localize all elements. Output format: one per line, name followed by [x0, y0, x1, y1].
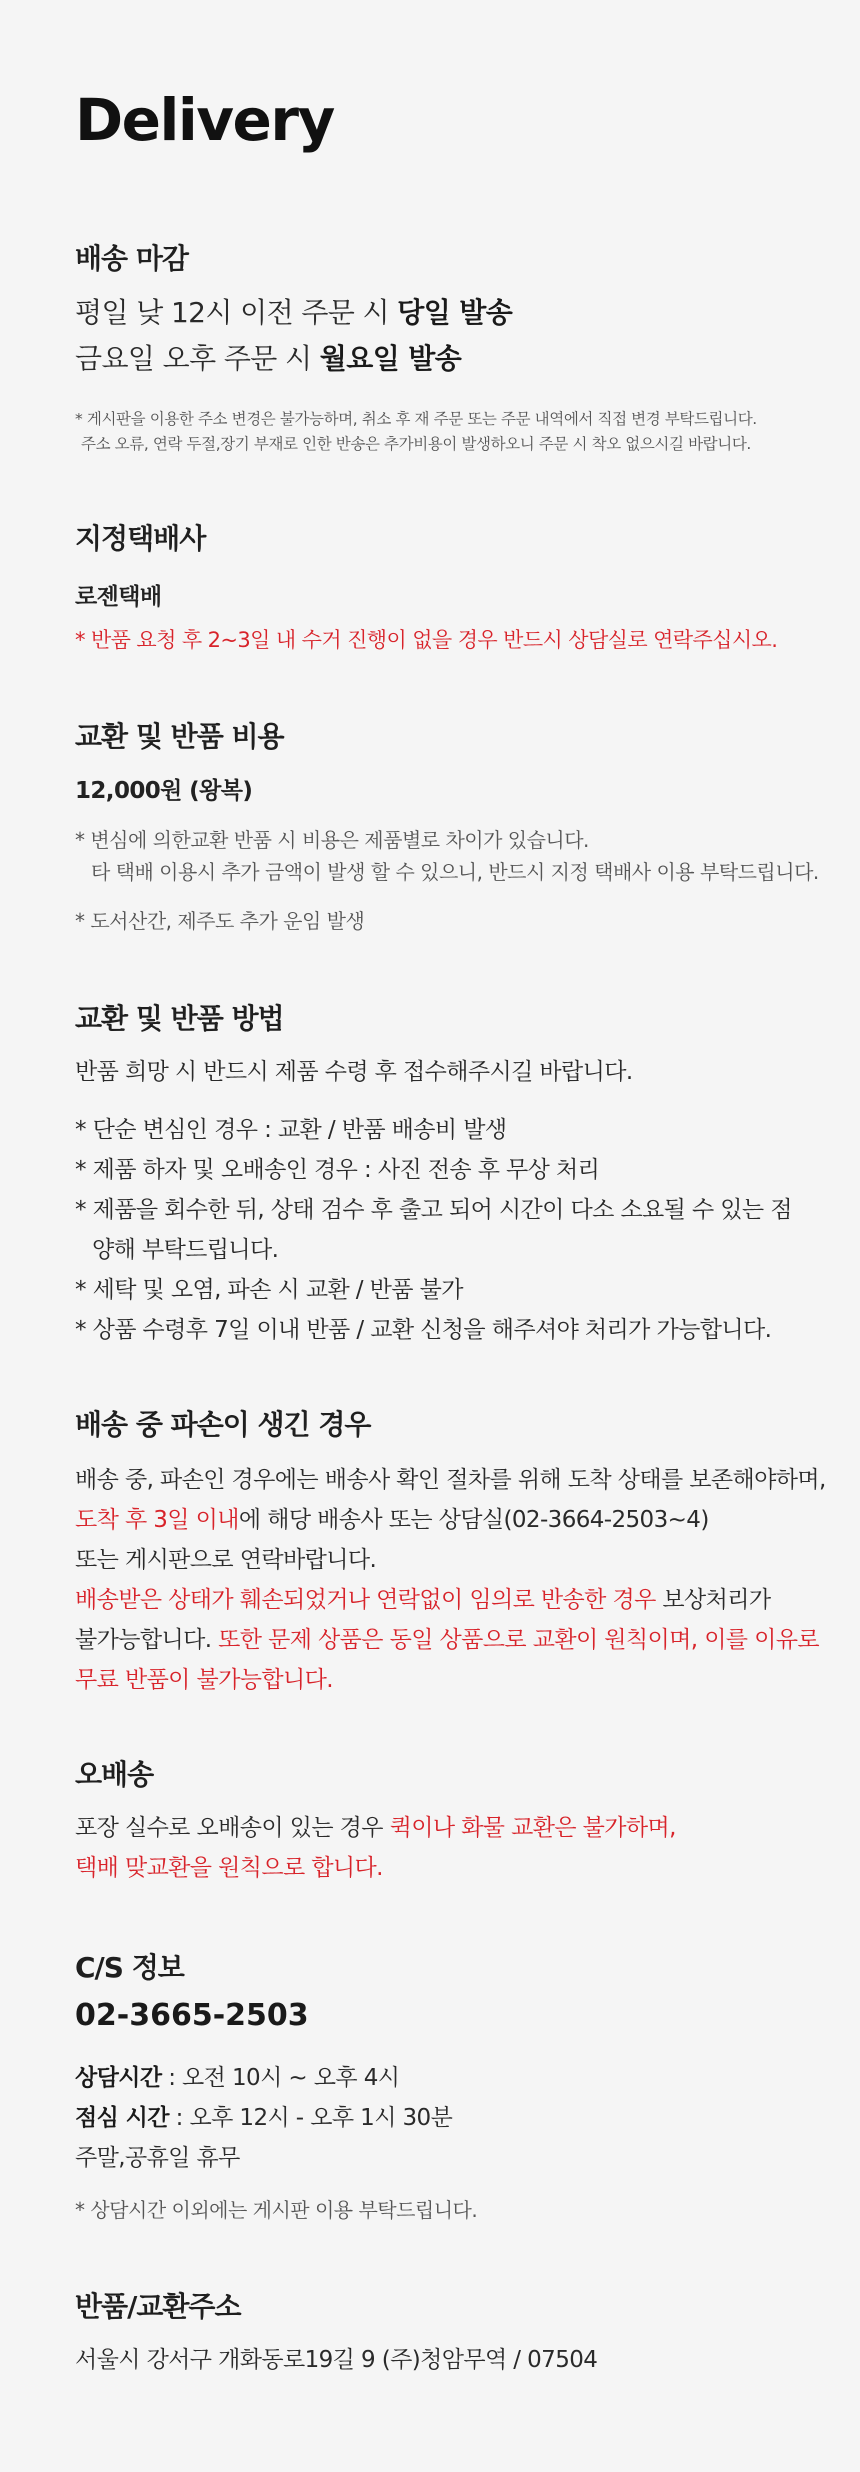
method-item: * 상품 수령후 7일 이내 반품 / 교환 신청을 해주셔야 처리가 가능합니다.: [75, 1317, 772, 1343]
cs-note: * 상담시간 이외에는 게시판 이용 부탁드립니다.: [75, 2198, 478, 2222]
cs-lunch: 점심 시간 : 오후 12시 - 오후 1시 30분: [75, 2105, 453, 2131]
cutoff-friday-line: 금요일 오후 주문 시 월요일 발송: [75, 342, 462, 375]
method-item-continuation: 양해 부탁드립니다.: [92, 1237, 279, 1263]
misdelivery-heading: 오배송: [75, 1758, 154, 1791]
misdelivery-line: 택배 맞교환을 원칙으로 합니다.: [75, 1855, 383, 1881]
cutoff-heading: 배송 마감: [75, 242, 188, 275]
damage-line: 무료 반품이 불가능합니다.: [75, 1667, 333, 1693]
cost-heading: 교환 및 반품 비용: [75, 720, 284, 753]
cost-note-change-of-mind: * 변심에 의한교환 반품 시 비용은 제품별로 차이가 있습니다.: [75, 828, 589, 852]
method-heading: 교환 및 반품 방법: [75, 1002, 284, 1035]
damage-line: 배송받은 상태가 훼손되었거나 연락없이 임의로 반송한 경우 보상처리가: [75, 1587, 771, 1613]
cutoff-note-address-change: * 게시판을 이용한 주소 변경은 불가능하며, 취소 후 재 주문 또는 주문 내역에서 직접 변경 부탁드립니다.: [75, 410, 757, 428]
return-address-heading: 반품/교환주소: [75, 2290, 241, 2323]
method-item: * 제품 하자 및 오배송인 경우 : 사진 전송 후 무상 처리: [75, 1157, 600, 1183]
damage-line: 또는 게시판으로 연락바랍니다.: [75, 1547, 377, 1573]
cs-holiday: 주말,공휴일 휴무: [75, 2145, 240, 2171]
method-item: * 단순 변심인 경우 : 교환 / 반품 배송비 발생: [75, 1117, 507, 1143]
damage-heading: 배송 중 파손이 생긴 경우: [75, 1408, 371, 1441]
cost-note-remote-area: * 도서산간, 제주도 추가 운임 발생: [75, 909, 365, 933]
cs-hours: 상담시간 : 오전 10시 ~ 오후 4시: [75, 2065, 400, 2091]
page-title: Delivery: [75, 86, 334, 154]
cs-heading: C/S 정보: [75, 1951, 184, 1984]
cutoff-note-return-cost: 주소 오류, 연락 두절,장기 부재로 인한 반송은 추가비용이 발생하오니 주문 시 착오 없으시길 바랍니다.: [81, 435, 751, 453]
method-intro: 반품 희망 시 반드시 제품 수령 후 접수해주시길 바랍니다.: [75, 1059, 633, 1085]
method-item: * 세탁 및 오염, 파손 시 교환 / 반품 불가: [75, 1277, 463, 1303]
cs-phone: 02-3665-2503: [75, 1998, 309, 2033]
method-item: * 제품을 회수한 뒤, 상태 검수 후 출고 되어 시간이 다소 소요될 수 있는 점: [75, 1197, 792, 1223]
courier-name: 로젠택배: [75, 584, 162, 610]
damage-line: 불가능합니다. 또한 문제 상품은 동일 상품으로 교환이 원칙이며, 이를 이유로: [75, 1627, 819, 1653]
cost-note-other-courier: 타 택배 이용시 추가 금액이 발생 할 수 있으니, 반드시 지정 택배사 이용 부탁드립니다.: [91, 860, 819, 884]
misdelivery-line: 포장 실수로 오배송이 있는 경우 퀵이나 화물 교환은 불가하며,: [75, 1815, 676, 1841]
cutoff-weekday-line: 평일 낮 12시 이전 주문 시 당일 발송: [75, 296, 513, 329]
damage-line: 배송 중, 파손인 경우에는 배송사 확인 절차를 위해 도착 상태를 보존해야하며,: [75, 1467, 826, 1493]
damage-line: 도착 후 3일 이내에 해당 배송사 또는 상담실(02-3664-2503~4): [75, 1507, 709, 1533]
cost-amount: 12,000원 (왕복): [75, 778, 253, 804]
return-address: 서울시 강서구 개화동로19길 9 (주)청암무역 / 07504: [75, 2347, 598, 2373]
courier-warning: * 반품 요청 후 2~3일 내 수거 진행이 없을 경우 반드시 상담실로 연락주십시오.: [75, 628, 778, 652]
courier-heading: 지정택배사: [75, 522, 206, 555]
